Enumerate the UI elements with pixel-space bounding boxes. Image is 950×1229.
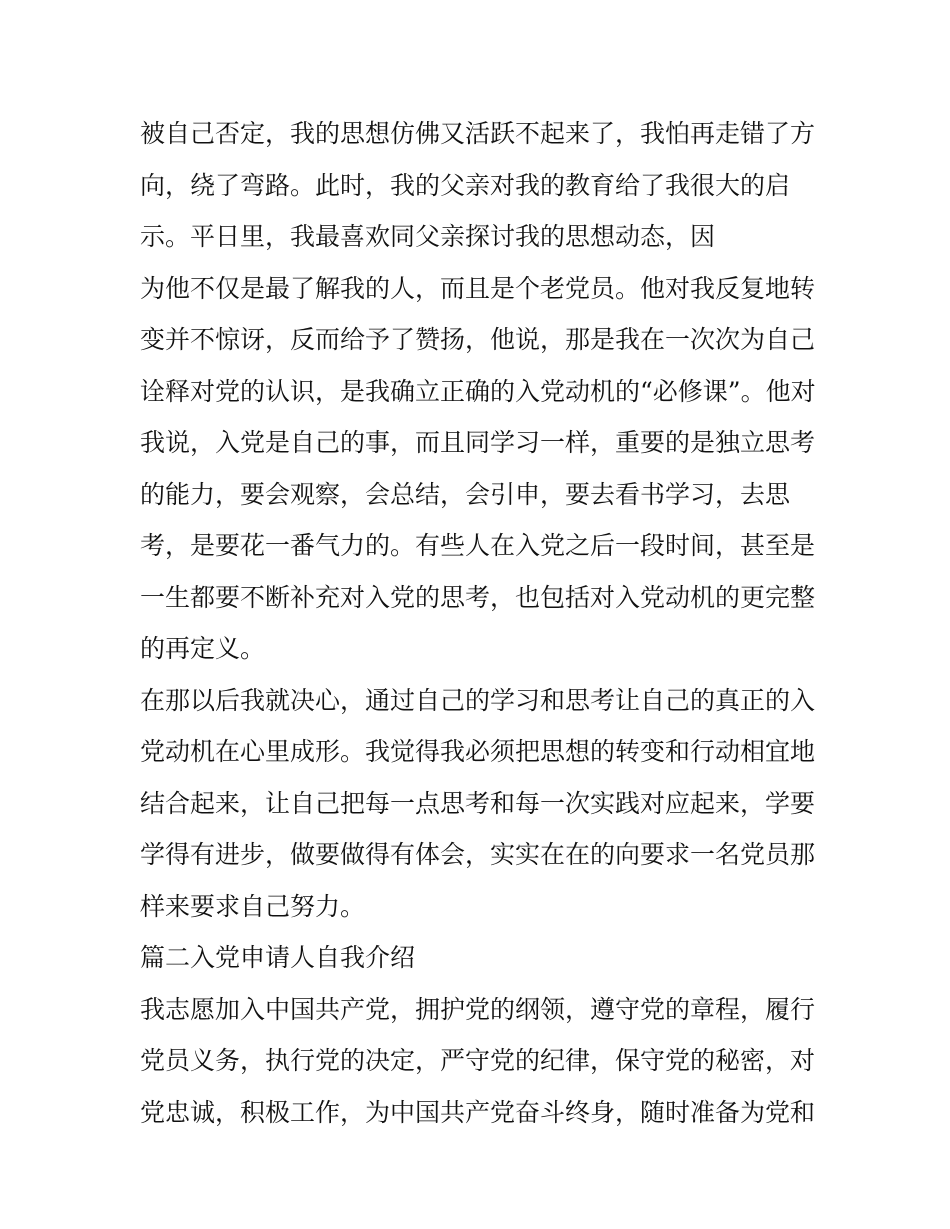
text-line: 学得有进步，做要做得有体会，实实在在的向要求一名党员那 <box>140 840 816 869</box>
text-line: 我志愿加入中国共产党，拥护党的纲领，遵守党的章程，履行 <box>140 994 816 1024</box>
text-line: 变并不惊讶，反而给予了赞扬，他说，那是我在一次次为自己 <box>140 325 816 354</box>
text-line: 样来要求自己努力。 <box>140 891 366 921</box>
text-line: 党忠诚，积极工作，为中国共产党奋斗终身，随时准备为党和 <box>140 1097 816 1127</box>
text-line: 的再定义。 <box>140 634 266 663</box>
text-line: 考，是要花一番气力的。有些人在入党之后一段时间，甚至是 <box>140 531 816 560</box>
text-line: 党员义务，执行党的决定，严守党的纪律，保守党的秘密，对 <box>140 1046 816 1075</box>
text-line: 示。平日里，我最喜欢同父亲探讨我的思想动态，因 <box>140 222 716 251</box>
text-line: 党动机在心里成形。我觉得我必须把思想的转变和行动相宜地 <box>140 737 816 766</box>
text-line: 一生都要不断补充对入党的思考，也包括对入党动机的更完整 <box>140 582 816 612</box>
text-line: 在那以后我就决心，通过自己的学习和思考让自己的真正的入 <box>140 685 816 715</box>
text-line: 向，绕了弯路。此时，我的父亲对我的教育给了我很大的启 <box>140 170 791 200</box>
text-line: 的能力，要会观察，会总结，会引申，要去看书学习，去思 <box>140 479 791 509</box>
text-line: 被自己否定，我的思想仿佛又活跃不起来了，我怕再走错了方 <box>140 119 816 148</box>
text-line: 诠释对党的认识，是我确立正确的入党动机的“必修课”。他对 <box>140 376 816 406</box>
section-heading: 篇二入党申请人自我介绍 <box>140 943 416 972</box>
text-line: 结合起来，让自己把每一点思考和每一次实践对应起来，学要 <box>140 788 816 818</box>
text-line: 我说，入党是自己的事，而且同学习一样，重要的是独立思考 <box>140 428 816 457</box>
text-line: 为他不仅是最了解我的人，而且是个老党员。他对我反复地转 <box>140 273 816 303</box>
body-text <box>140 108 820 1138</box>
